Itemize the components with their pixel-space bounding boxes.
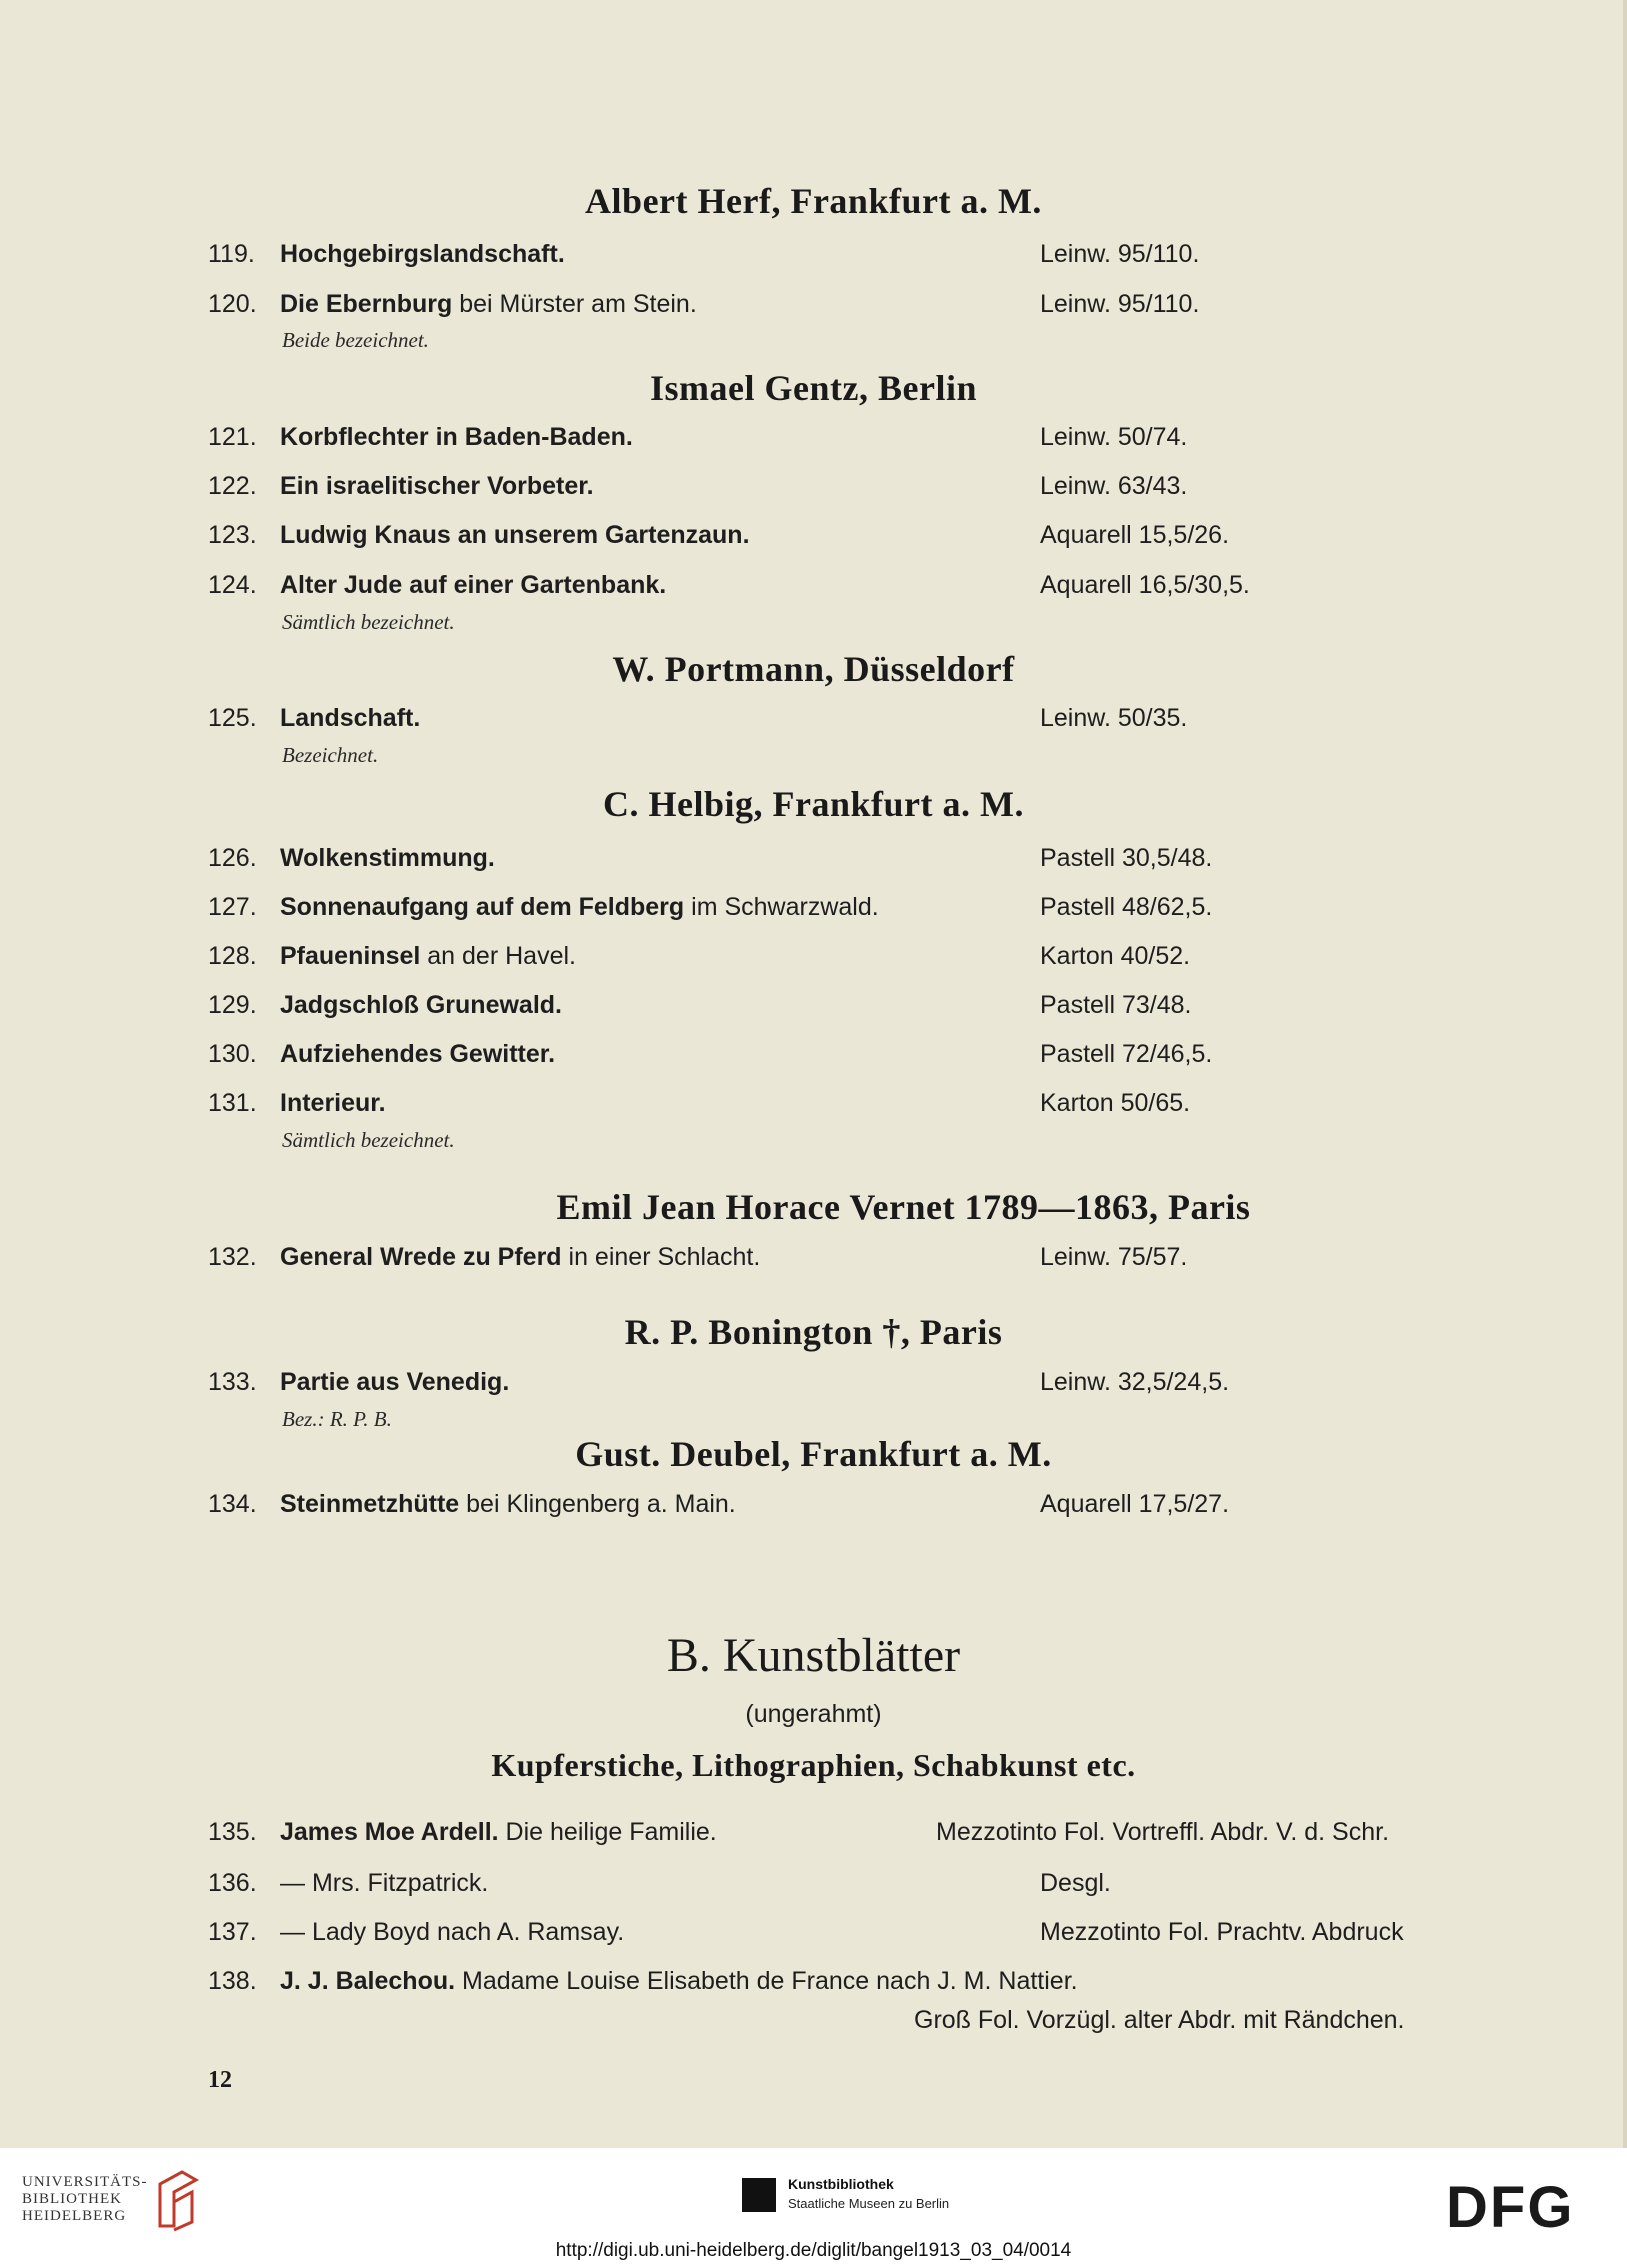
entry-medium: Leinw. 95/110.	[1040, 240, 1200, 268]
entry-title-bold: Korbflechter in Baden-Baden.	[280, 423, 633, 451]
entry-medium: Leinw. 50/35.	[1040, 704, 1188, 732]
kunstbibliothek-logo[interactable]	[742, 2166, 1022, 2226]
entry-title	[280, 1040, 555, 1069]
section-heading: C. Helbig, Frankfurt a. M.	[603, 784, 1024, 824]
entry-medium: Leinw. 95/110.	[1040, 290, 1200, 318]
entry-title	[280, 1818, 717, 1847]
entry-medium: Pastell 48/62,5.	[1040, 893, 1213, 921]
entry-title	[280, 1368, 509, 1397]
entry-number: 127.	[208, 893, 257, 921]
entry-medium: Karton 40/52.	[1040, 942, 1191, 970]
footer	[0, 2148, 1627, 2265]
entry-note: Sämtlich bezeichnet.	[282, 610, 455, 634]
entry-title-rest: Madame Louise Elisabeth de France nach J. M. Nattier.	[455, 1967, 1078, 1995]
entry-number: 133.	[208, 1368, 257, 1396]
entry-title	[280, 472, 594, 501]
entry-title-rest: im Schwarzwald.	[684, 893, 879, 921]
entry-number: 119.	[208, 240, 255, 268]
entry-title	[280, 423, 633, 452]
entry-title-bold: Ludwig Knaus an unserem Gartenzaun.	[280, 521, 750, 549]
entry-number: 137.	[208, 1918, 257, 1946]
entry-medium: Pastell 72/46,5.	[1040, 1040, 1213, 1068]
entry-title	[280, 844, 495, 873]
entry-note: Bezeichnet.	[282, 743, 379, 767]
university-library-name	[22, 2174, 148, 2225]
entry-title	[280, 1089, 386, 1118]
uni-line-3: HEIDELBERG	[22, 2208, 127, 2224]
entry-title-bold: Wolkenstimmung.	[280, 844, 495, 872]
entry-title-rest: in einer Schlacht.	[561, 1243, 761, 1271]
entry-number: 129.	[208, 991, 257, 1019]
entry-title-rest: bei Mürster am Stein.	[452, 290, 697, 318]
entry-title-rest: — Mrs. Fitzpatrick.	[280, 1869, 489, 1897]
dfg-logo[interactable]: DFG	[1446, 2175, 1575, 2240]
entry-title	[280, 290, 697, 319]
entry-number: 120.	[208, 290, 257, 318]
entry-number: 128.	[208, 942, 257, 970]
page-number: 12	[208, 2067, 232, 2093]
entry-title	[280, 1490, 736, 1519]
source-url-link[interactable]: http://digi.ub.uni-heidelberg.de/diglit/bangel1913_03_04/0014	[555, 2240, 1072, 2261]
university-library-logo[interactable]	[22, 2168, 202, 2232]
entry-medium: Leinw. 63/43.	[1040, 472, 1188, 500]
entry-number: 132.	[208, 1243, 257, 1271]
entry-title	[280, 1243, 760, 1272]
entry-note: Beide bezeichnet.	[282, 328, 429, 352]
part-heading: B. Kunstblätter	[666, 1629, 961, 1682]
entry-medium: Pastell 73/48.	[1040, 991, 1192, 1019]
entry-note: Sämtlich bezeichnet.	[282, 1128, 455, 1152]
entry-number: 124.	[208, 571, 257, 599]
entry-title	[280, 704, 420, 733]
entry-number: 138.	[208, 1967, 257, 1995]
entry-medium: Desgl.	[1040, 1869, 1111, 1897]
entry-title-bold: Partie aus Venedig.	[280, 1368, 510, 1396]
entry-number: 131.	[208, 1089, 257, 1117]
entry-title	[280, 991, 562, 1020]
entry-number: 136.	[208, 1869, 257, 1897]
uni-line-1: UNIVERSITÄTS-	[22, 2174, 148, 2190]
entry-title	[280, 1967, 1078, 1996]
entry-medium: Pastell 30,5/48.	[1040, 844, 1213, 872]
entry-number: 126.	[208, 844, 257, 872]
entry-title-bold: Interieur.	[280, 1089, 386, 1117]
entry-number: 134.	[208, 1490, 257, 1518]
university-mark-icon	[152, 2168, 202, 2232]
section-heading: Ismael Gentz, Berlin	[650, 368, 977, 408]
entry-number: 130.	[208, 1040, 257, 1068]
entry-title-bold: J. J. Balechou.	[280, 1967, 456, 1995]
kunstbibliothek-mark-icon	[742, 2178, 776, 2212]
section-heading: Albert Herf, Frankfurt a. M.	[585, 181, 1042, 221]
entry-title	[280, 1869, 488, 1898]
category-heading: Kupferstiche, Lithographien, Schabkunst etc.	[491, 1747, 1136, 1783]
entry-title-bold: Ein israelitischer Vorbeter.	[280, 472, 594, 500]
entry-medium: Karton 50/65.	[1040, 1089, 1191, 1117]
entry-title-rest: bei Klingenberg a. Main.	[459, 1490, 736, 1518]
entry-title-bold: Aufziehendes Gewitter.	[280, 1040, 556, 1068]
entry-medium: Leinw. 32,5/24,5.	[1040, 1368, 1230, 1396]
entry-title-rest: Die heilige Familie.	[498, 1818, 717, 1846]
entry-title-bold: Pfaueninsel	[280, 942, 421, 970]
part-subheading: (ungerahmt)	[745, 1700, 882, 1728]
uni-line-2: BIBLIOTHEK	[22, 2191, 122, 2207]
section-heading: Gust. Deubel, Frankfurt a. M.	[575, 1434, 1052, 1474]
entry-number: 125.	[208, 704, 257, 732]
kunstbibliothek-subtitle: Staatliche Museen zu Berlin	[788, 2196, 950, 2211]
entry-title-bold: Alter Jude auf einer Gartenbank.	[280, 571, 667, 599]
entry-title-bold: General Wrede zu Pferd	[280, 1243, 562, 1271]
section-heading: Emil Jean Horace Vernet 1789—1863, Paris	[556, 1187, 1251, 1227]
entry-note: Bez.: R. P. B.	[282, 1407, 392, 1431]
entry-title-rest: an der Havel.	[420, 942, 576, 970]
entry-title-rest: — Lady Boyd nach A. Ramsay.	[280, 1918, 625, 1946]
entry-medium: Leinw. 50/74.	[1040, 423, 1188, 451]
entry-title	[280, 893, 879, 922]
entry-number: 122.	[208, 472, 257, 500]
entry-medium: Leinw. 75/57.	[1040, 1243, 1188, 1271]
entry-number: 121.	[208, 423, 257, 451]
section-heading: R. P. Bonington †, Paris	[624, 1312, 1003, 1352]
entry-title-bold: Jadgschloß Grunewald.	[280, 991, 562, 1019]
entry-title-bold: James Moe Ardell.	[280, 1818, 499, 1846]
entry-medium: Aquarell 17,5/27.	[1040, 1490, 1230, 1518]
section-heading: W. Portmann, Düsseldorf	[612, 649, 1015, 689]
entry-title-bold: Sonnenaufgang auf dem Feldberg	[280, 893, 685, 921]
entry-title	[280, 571, 666, 600]
entry-medium: Aquarell 16,5/30,5.	[1040, 571, 1250, 599]
entry-title-bold: Steinmetzhütte	[280, 1490, 460, 1518]
entry-title	[280, 942, 576, 971]
entry-medium: Aquarell 15,5/26.	[1040, 521, 1230, 549]
entry-title	[280, 1918, 624, 1947]
entry-medium: Mezzotinto Fol. Vortreffl. Abdr. V. d. Schr.	[936, 1818, 1390, 1846]
entry-number: 135.	[208, 1818, 257, 1846]
entry-title-bold: Hochgebirgslandschaft.	[280, 240, 565, 268]
kunstbibliothek-name: Kunstbibliothek	[788, 2176, 894, 2192]
entry-title-bold: Die Ebernburg	[280, 290, 453, 318]
entry-title	[280, 521, 750, 550]
entry-title-bold: Landschaft.	[280, 704, 421, 732]
entry-medium: Mezzotinto Fol. Prachtv. Abdruck	[1040, 1918, 1404, 1946]
entry-continuation: Groß Fol. Vorzügl. alter Abdr. mit Rändchen.	[914, 2006, 1405, 2034]
entry-title	[280, 240, 565, 269]
entry-number: 123.	[208, 521, 257, 549]
